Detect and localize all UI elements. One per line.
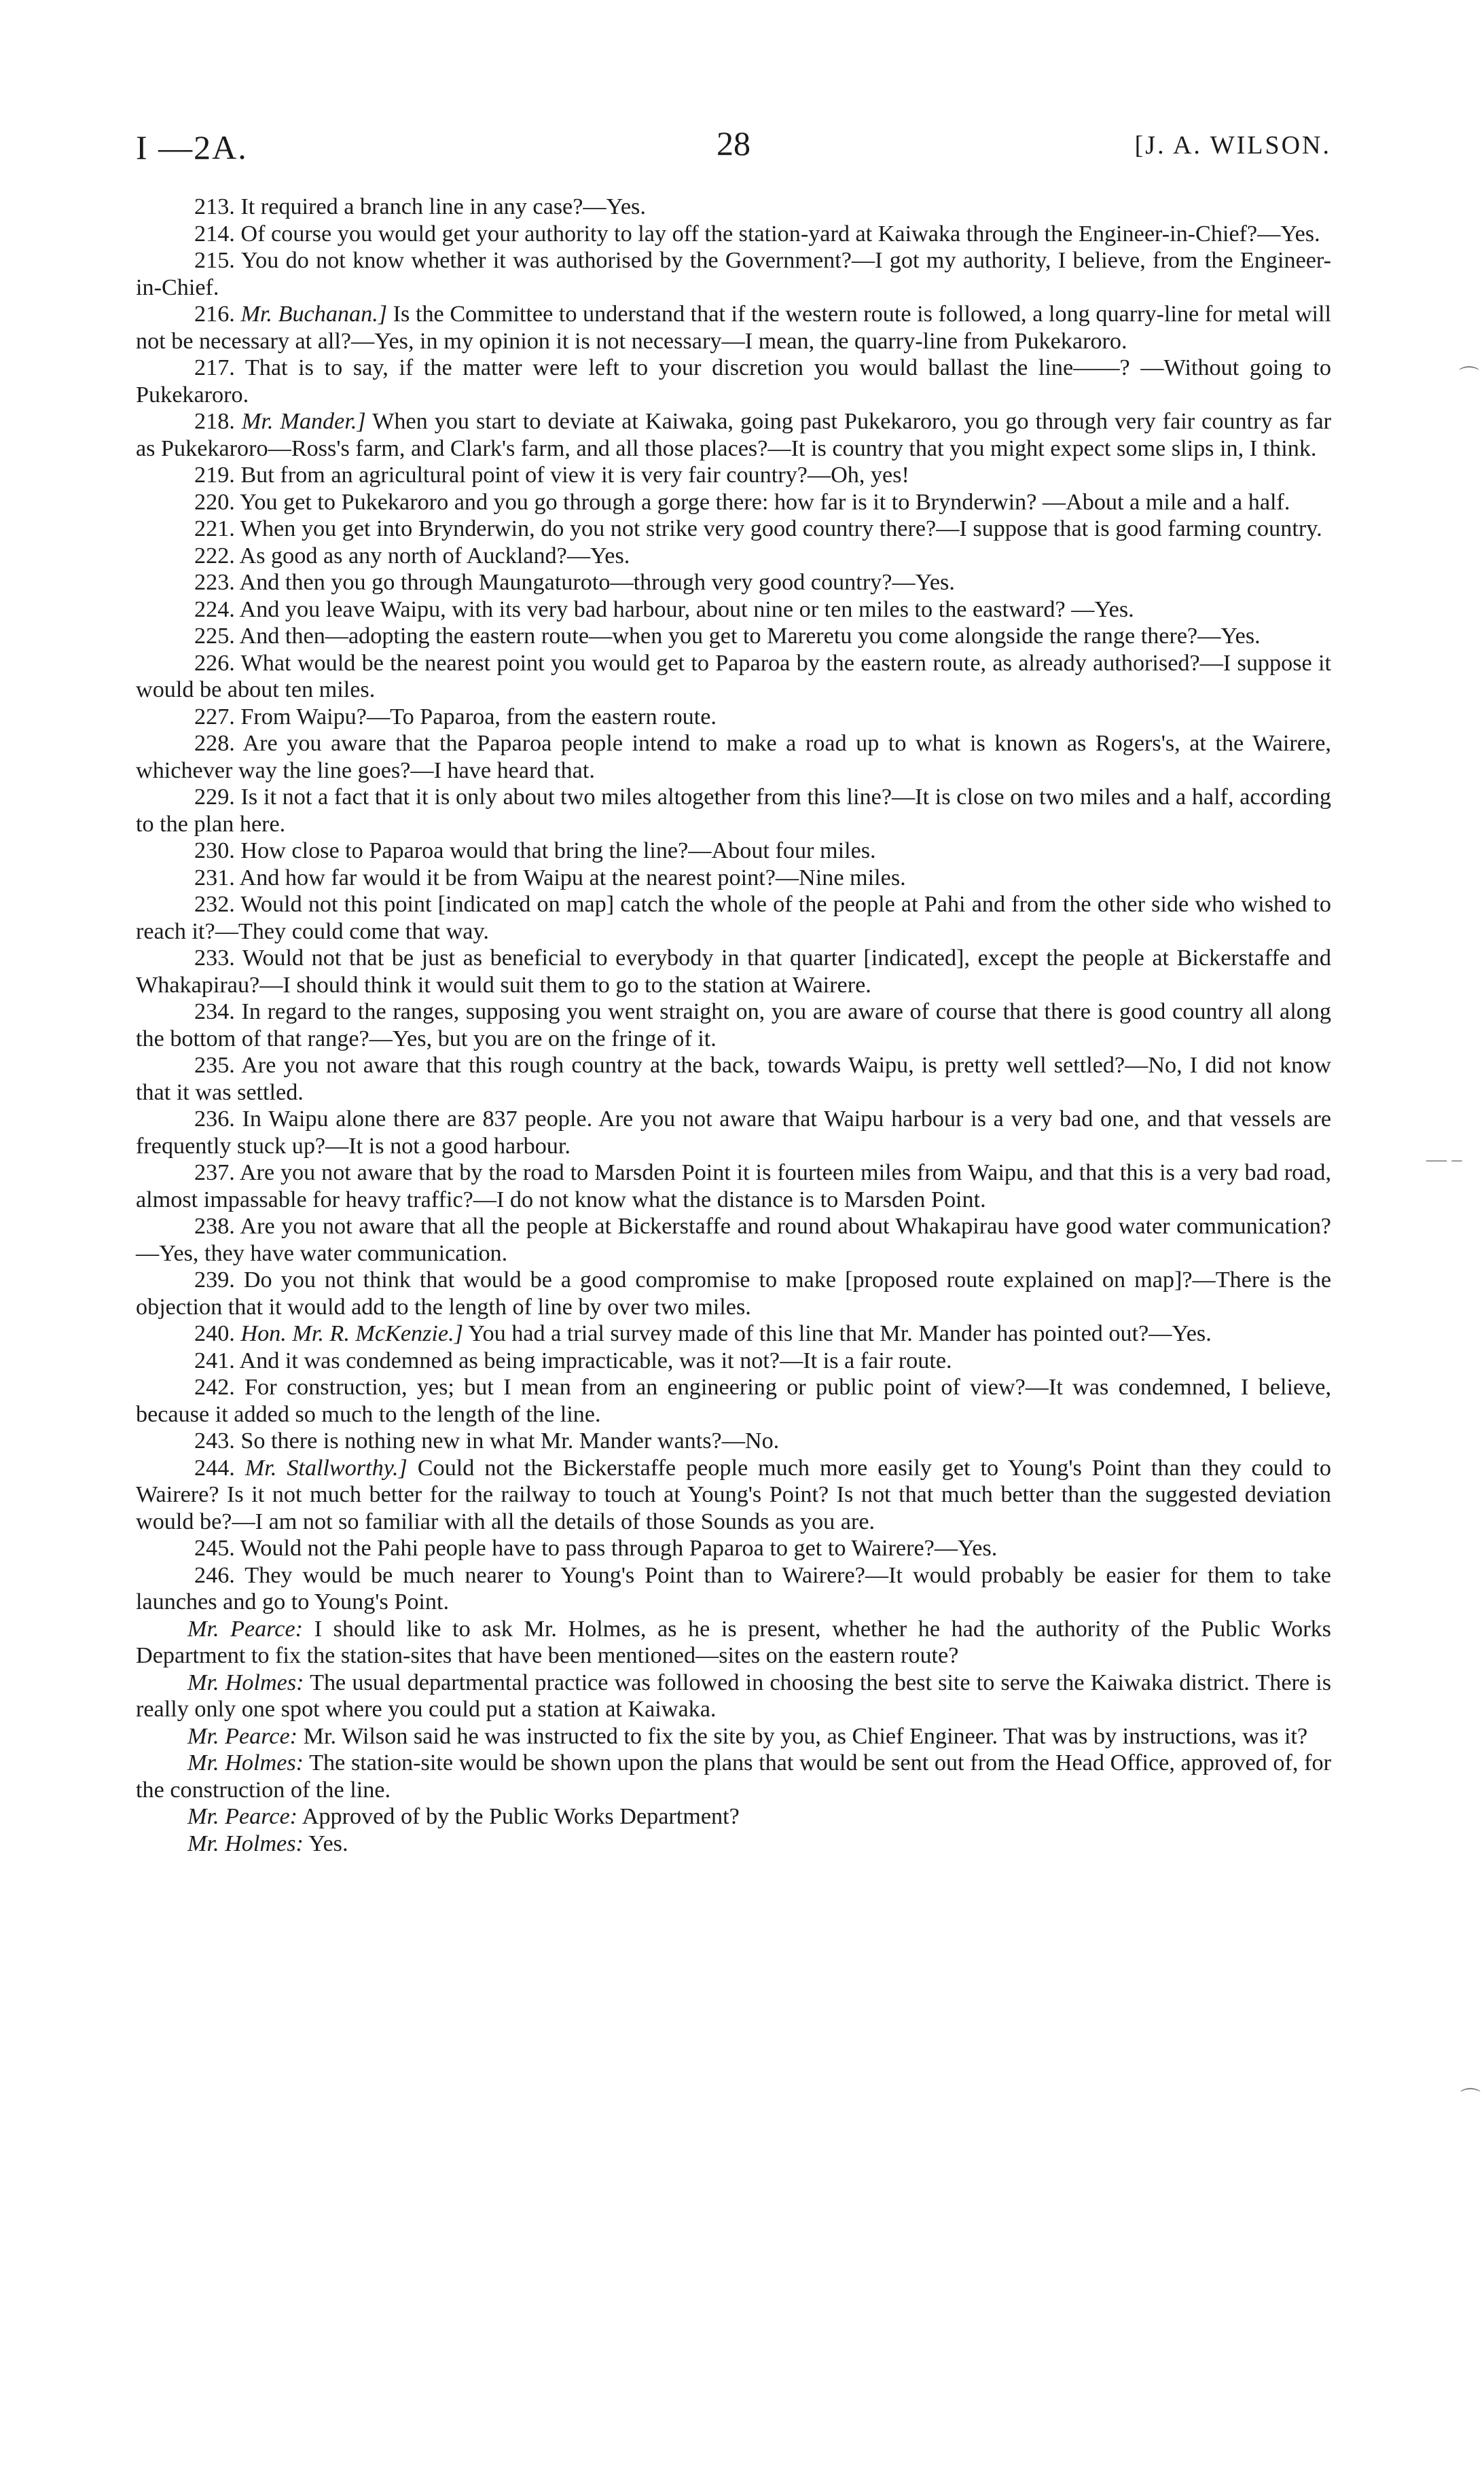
question-number: 242. <box>194 1375 235 1400</box>
margin-mark: ⌒ <box>1459 366 1479 389</box>
question-text: You had a trial survey made of this line that Mr. Mander has pointed out?—Yes. <box>468 1321 1212 1346</box>
question-216 <box>136 301 1331 355</box>
page-number: 28 <box>717 124 750 162</box>
exchange-text: The station-site would be shown upon the plans that would be sent out from the Head Office, approved of, for the construction of the line. <box>136 1750 1331 1803</box>
question-text: When you start to deviate at Kaiwaka, going past Pukekaroro, you go through very fair country as far as Pukekaroro—Ross's farm, and Clark's farm, and all those places?—It is country that you might expect some slips in, I think. <box>136 409 1332 461</box>
exchange-pearce-2 <box>136 1723 1331 1750</box>
question-text: Of course you would get your authority to lay off the station-yard at Kaiwaka through the Engineer-in-Chief?—Yes. <box>240 221 1320 247</box>
question-230 <box>136 837 1331 865</box>
question-241 <box>136 1348 1331 1375</box>
question-text: Are you aware that the Paparoa people intend to make a road up to what is known as Rogers's, at the Wairere, whichever way the line goes?—I have heard that. <box>136 731 1331 783</box>
question-text: Are you not aware that this rough country at the back, towards Waipu, is pretty well settled?—No, I did not know that it was settled. <box>136 1053 1331 1105</box>
question-text: They would be much nearer to Young's Point than to Wairere?—It would probably be easier for them to take launches and go to Young's Point. <box>136 1562 1331 1615</box>
question-number: 230. <box>194 838 235 863</box>
question-238 <box>136 1213 1331 1267</box>
question-number: 233. <box>194 945 235 971</box>
question-233 <box>136 945 1331 998</box>
speaker-name: Mr. Pearce: <box>187 1616 304 1642</box>
question-text: Are you not aware that all the people at Bickerstaffe and round about Whakapirau have good water communication?—Yes, they have water communication. <box>136 1214 1331 1266</box>
question-number: 245. <box>194 1536 235 1561</box>
question-231 <box>136 865 1331 892</box>
exchange-text: Yes. <box>308 1830 348 1856</box>
question-244 <box>136 1455 1331 1536</box>
question-text: In regard to the ranges, supposing you went straight on, you are aware of course that there is good country all along the bottom of that range?—Yes, but you are on the fringe of it. <box>136 999 1331 1051</box>
question-text: And it was condemned as being impracticable, was it not?—It is a fair route. <box>239 1348 952 1373</box>
question-number: 246. <box>194 1562 235 1588</box>
exchange-pearce-3 <box>136 1803 1331 1830</box>
question-text: In Waipu alone there are 837 people. Are you not aware that Waipu harbour is a very bad one, and that vessels are frequently stuck up?—It is not a good harbour. <box>136 1106 1332 1159</box>
question-224 <box>136 596 1331 624</box>
question-number: 238. <box>194 1214 235 1239</box>
question-text: Would not that be just as beneficial to everybody in that quarter [indicated], except the people at Bickerstaffe and Whakapirau?—I should think it would suit them to go to the station at Wairere. <box>136 945 1331 998</box>
question-text: And how far would it be from Waipu at the nearest point?—Nine miles. <box>239 865 906 890</box>
question-243 <box>136 1428 1331 1455</box>
question-number: 229. <box>194 784 235 810</box>
question-text: Would not this point [indicated on map] catch the whole of the people at Pahi and from the other side who wished to reach it?—They could come that way. <box>136 892 1331 944</box>
question-229 <box>136 784 1331 837</box>
question-234 <box>136 998 1331 1052</box>
speaker-name: Mr. Holmes: <box>187 1830 304 1856</box>
questioner-name: Hon. Mr. R. McKenzie.] <box>240 1321 463 1346</box>
question-236 <box>136 1106 1331 1159</box>
question-237 <box>136 1159 1331 1213</box>
question-number: 218. <box>194 409 235 434</box>
question-text: You get to Pukekaroro and you go through a gorge there: how far is it to Brynderwin? —About a mile and a half. <box>240 489 1290 515</box>
question-226 <box>136 650 1331 704</box>
question-221 <box>136 516 1331 543</box>
exchange-pearce-1 <box>136 1616 1331 1670</box>
question-number: 234. <box>194 999 235 1024</box>
speaker-name: Mr. Holmes: <box>187 1750 304 1775</box>
question-number: 216. <box>194 302 235 327</box>
question-217 <box>136 355 1331 408</box>
question-text: Could not the Bickerstaffe people much more easily get to Young's Point than they could to Wairere? Is it not much better for the railway to touch at Young's Point? Is not that much better than the suggested deviation would be?—I am not so familiar with all the details of those Sounds as you are. <box>136 1455 1331 1534</box>
question-text: From Waipu?—To Paparoa, from the eastern route. <box>240 704 717 729</box>
question-number: 244. <box>194 1455 235 1481</box>
question-240 <box>136 1320 1331 1348</box>
question-text: But from an agricultural point of view it is very fair country?—Oh, yes! <box>240 463 909 488</box>
question-number: 243. <box>194 1428 235 1454</box>
question-220 <box>136 489 1331 516</box>
question-219 <box>136 462 1331 489</box>
speaker-name: Mr. Holmes: <box>187 1670 304 1695</box>
question-239 <box>136 1267 1331 1320</box>
exchange-holmes-3 <box>136 1830 1331 1858</box>
exchange-holmes-1 <box>136 1670 1331 1723</box>
question-222 <box>136 543 1331 570</box>
question-242 <box>136 1374 1331 1428</box>
question-245 <box>136 1535 1331 1562</box>
witness-name: [J. A. WILSON. <box>1134 131 1331 160</box>
question-number: 226. <box>194 650 235 676</box>
exchange-text: The usual departmental practice was followed in choosing the best site to serve the Kaiwaka district. There is really only one spot where you could put a station at Kaiwaka. <box>136 1670 1332 1722</box>
question-text: Are you not aware that by the road to Marsden Point it is fourteen miles from Waipu, and that this is a very bad road, almost impassable for heavy traffic?—I do not know what the distance is to Marsden Point. <box>136 1160 1331 1212</box>
question-232 <box>136 891 1331 945</box>
question-number: 213. <box>194 194 235 219</box>
question-text: What would be the nearest point you would get to Paparoa by the eastern route, as already authorised?—I suppose it would be about ten miles. <box>136 650 1331 702</box>
question-number: 239. <box>194 1267 235 1293</box>
question-text: Is the Committee to understand that if the western route is followed, a long quarry-line for metal will not be necessary at all?—Yes, in my opinion it is not necessary—I mean, the quarry-line from Pukekaroro. <box>136 302 1332 354</box>
speaker-name: Mr. Pearce: <box>187 1804 298 1829</box>
question-225 <box>136 623 1331 650</box>
exchange-holmes-2 <box>136 1750 1331 1803</box>
questioner-name: Mr. Stallworthy.] <box>245 1455 408 1481</box>
exchange-text: I should like to ask Mr. Holmes, as he is present, whether he had the authority of the Public Works Department to fix the station-sites that have been mentioned—sites on the eastern route? <box>136 1616 1331 1668</box>
exchange-text: Mr. Wilson said he was instructed to fix the site by you, as Chief Engineer. That was by instructions, was it? <box>303 1723 1308 1749</box>
question-number: 235. <box>194 1053 235 1078</box>
question-number: 219. <box>194 463 235 488</box>
question-235 <box>136 1052 1331 1106</box>
question-number: 228. <box>194 731 235 756</box>
question-number: 215. <box>194 248 235 273</box>
question-number: 223. <box>194 570 235 595</box>
question-text: And then—adopting the eastern route—when you get to Mareretu you come alongside the range there?—Yes. <box>239 624 1261 649</box>
question-number: 220. <box>194 489 235 515</box>
question-number: 225. <box>194 624 235 649</box>
question-218 <box>136 408 1331 462</box>
question-text: That is to say, if the matter were left to your discretion you would ballast the line——? —Without going to Pukekaroro. <box>136 355 1331 408</box>
question-text: For construction, yes; but I mean from an engineering or public point of view?—It was condemned, I believe, because it added so much to the length of the line. <box>136 1375 1331 1427</box>
question-number: 237. <box>194 1160 235 1185</box>
margin-mark: ⌒ <box>1460 2088 1481 2110</box>
question-number: 217. <box>194 355 235 380</box>
question-227 <box>136 704 1331 731</box>
question-number: 236. <box>194 1106 235 1132</box>
question-text: It required a branch line in any case?—Yes. <box>240 194 646 219</box>
question-number: 222. <box>194 543 235 569</box>
question-number: 224. <box>194 596 235 622</box>
question-228 <box>136 730 1331 784</box>
margin-mark: — – <box>1426 1148 1462 1170</box>
question-text: How close to Paparoa would that bring the line?—About four miles. <box>240 838 876 863</box>
question-215 <box>136 247 1331 301</box>
speaker-name: Mr. Pearce: <box>187 1723 298 1749</box>
question-text: You do not know whether it was authorised by the Government?—I got my authority, I believe, from the Engineer-in-Chief. <box>136 248 1331 300</box>
question-223 <box>136 569 1331 596</box>
page-header <box>136 124 1331 168</box>
question-text: Is it not a fact that it is only about two miles altogether from this line?—It is close on two miles and a half, according to the plan here. <box>136 784 1331 837</box>
question-213 <box>136 194 1331 221</box>
question-text: And you leave Waipu, with its very bad harbour, about nine or ten miles to the eastward? —Yes. <box>239 596 1134 622</box>
question-number: 241. <box>194 1348 235 1373</box>
question-number: 240. <box>194 1321 235 1346</box>
questioner-name: Mr. Buchanan.] <box>240 302 388 327</box>
question-number: 232. <box>194 892 235 917</box>
question-number: 231. <box>194 865 235 890</box>
question-214 <box>136 221 1331 248</box>
question-246 <box>136 1562 1331 1616</box>
question-number: 221. <box>194 516 235 541</box>
questioner-name: Mr. Mander.] <box>241 409 366 434</box>
exchange-text: Approved of by the Public Works Department? <box>302 1804 740 1829</box>
question-text: When you get into Brynderwin, do you not strike very good country there?—I suppose that is good farming country. <box>240 516 1322 541</box>
question-number: 214. <box>194 221 235 247</box>
question-text: So there is nothing new in what Mr. Mander wants?—No. <box>240 1428 780 1454</box>
question-text: As good as any north of Auckland?—Yes. <box>239 543 630 569</box>
question-number: 227. <box>194 704 235 729</box>
evidence-text <box>136 194 1331 1857</box>
question-text: Would not the Pahi people have to pass through Paparoa to get to Wairere?—Yes. <box>240 1536 998 1561</box>
question-text: Do you not think that would be a good compromise to make [proposed route explained on map]?—There is the objection that it would add to the length of line by over two miles. <box>136 1267 1332 1320</box>
question-text: And then you go through Maungaturoto—through very good country?—Yes. <box>239 570 955 595</box>
paper-reference: I —2A. <box>136 128 248 166</box>
